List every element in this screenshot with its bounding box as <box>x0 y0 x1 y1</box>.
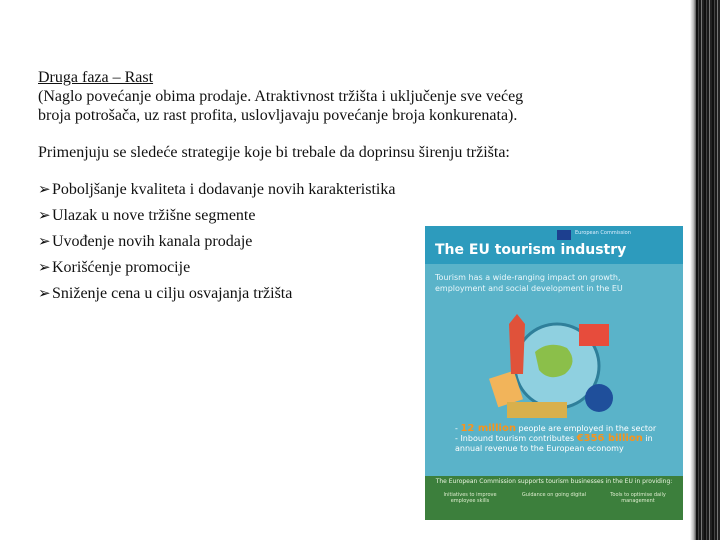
footer-title: The European Commission supports tourism businesses in the EU in providing: <box>435 478 673 485</box>
slide-edge-border <box>696 0 720 540</box>
globe-illustration <box>487 304 617 424</box>
bullet-text: Sniženje cena u cilju osvajanja tržišta <box>52 285 293 302</box>
infographic-stats <box>455 424 675 454</box>
bullet-text: Uvođenje novih kanala prodaje <box>52 233 253 250</box>
bullet-text: Poboljšanje kvaliteta i dodavanje novih karakteristika <box>52 181 396 198</box>
spacer <box>38 125 528 143</box>
footer-column: Tools to optimise daily management <box>610 492 666 504</box>
stat-revenue-value: €356 billion <box>576 433 643 444</box>
arrow-bullet-icon: ➢ <box>38 234 51 250</box>
slide-intro: Primenjuju se sledeće strategije koje bi trebale da doprinsu širenju tržišta: <box>38 144 510 161</box>
infographic-title: The EU tourism industry <box>435 242 627 258</box>
arrow-bullet-icon: ➢ <box>38 286 51 302</box>
slide-heading: Druga faza – Rast <box>38 69 154 86</box>
infographic-intro: Tourism has a wide-ranging impact on growth, employment and social development in the EU <box>435 273 623 293</box>
footer-column: Initiatives to improve employee skills <box>443 492 497 504</box>
bullet-text: Korišćenje promocije <box>52 259 191 276</box>
bullet-text: Ulazak u nove tržišne segmente <box>52 207 256 224</box>
stat-revenue: - Inbound tourism contributes €356 billion in annual revenue to the European economy <box>455 433 653 453</box>
infographic-header <box>425 226 683 264</box>
bullet-item <box>38 180 528 206</box>
infographic-footer <box>425 476 683 520</box>
tourism-infographic <box>425 226 683 520</box>
slide-paragraph: (Naglo povećanje obima prodaje. Atraktivnost tržišta i uključenje sve većeg broja potrošača, uz rast profita, uslovljavaju povećanje broja konkurenata). <box>38 88 524 124</box>
footer-column: Guidance on going digital <box>521 492 587 498</box>
stat-employment-text: people are employed in the sector <box>515 424 657 433</box>
arrow-bullet-icon: ➢ <box>38 260 51 276</box>
commission-logo-text: European Commission <box>575 230 631 236</box>
eu-flag-icon <box>557 230 571 240</box>
stat-revenue-post: in annual revenue to the European economy <box>455 434 653 453</box>
footer-columns <box>431 492 677 504</box>
stat-revenue-pre: Inbound tourism contributes <box>460 434 577 443</box>
stat-employment-value: 12 million <box>460 423 516 434</box>
stat-employment: - 12 million people are employed in the sector <box>455 423 657 434</box>
arrow-bullet-icon: ➢ <box>38 182 51 198</box>
arrow-bullet-icon: ➢ <box>38 208 51 224</box>
spacer <box>38 162 528 180</box>
